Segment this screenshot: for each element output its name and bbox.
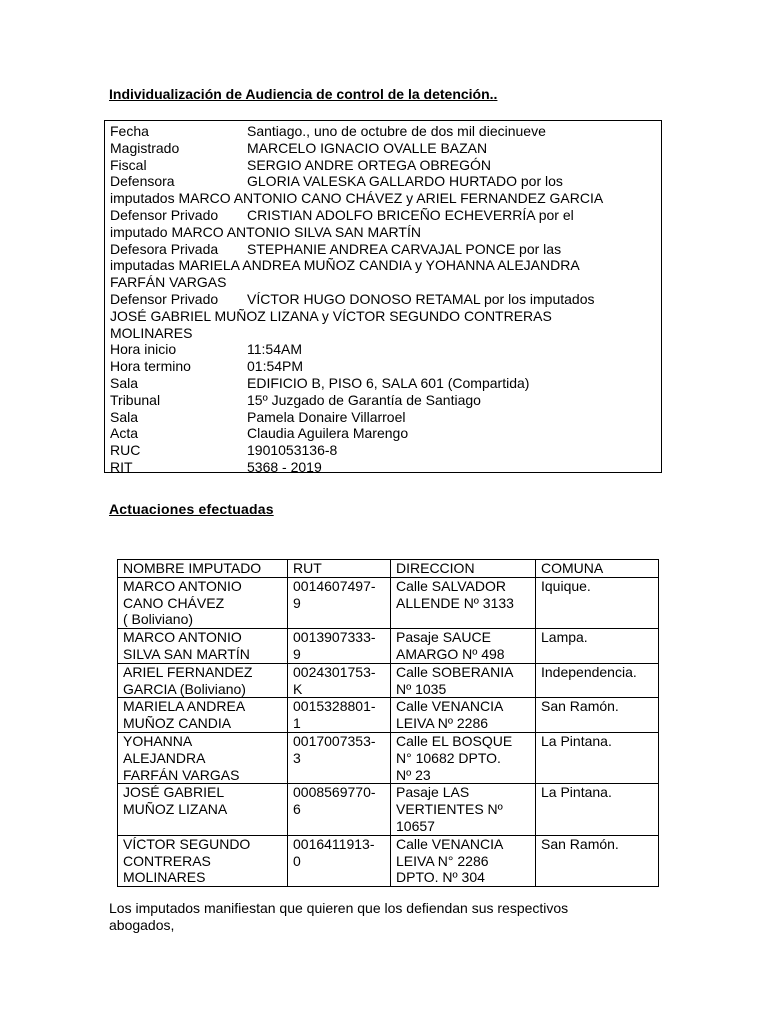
- section-title: Actuaciones efectuadas: [109, 501, 274, 517]
- cell-rut: 0016411913- 0: [288, 835, 391, 886]
- fecha-value: Santiago., uno de octubre de dos mil diecinueve: [247, 123, 546, 139]
- table-row: [118, 577, 659, 628]
- fiscal-row: [110, 157, 657, 174]
- defesora-privada-label: Defesora Privada: [110, 240, 219, 257]
- defesora-privada-row: [110, 241, 657, 258]
- defensor-privado2-label: Defensor Privado: [110, 290, 219, 307]
- sala-value: EDIFICIO B, PISO 6, SALA 601 (Compartida): [247, 374, 530, 391]
- magistrado-value: MARCELO IGNACIO OVALLE BAZAN: [247, 139, 488, 156]
- cell-nombre: MARCO ANTONIO SILVA SAN MARTÍN: [118, 629, 288, 664]
- table-row: [118, 663, 659, 698]
- acta-row: [110, 425, 657, 442]
- cell-direccion: Calle SALVADOR ALLENDE Nº 3133: [391, 577, 536, 628]
- hora-termino-value: 01:54PM: [247, 358, 304, 375]
- hora-inicio-value: 11:54AM: [247, 341, 302, 358]
- magistrado-label: Magistrado: [110, 139, 180, 156]
- cell-nombre: ARIEL FERNANDEZ GARCIA (Boliviano): [118, 663, 288, 698]
- fecha-row: [110, 123, 657, 140]
- fiscal-label: Fiscal: [110, 156, 147, 173]
- defensor-privado2-row-cont2: MOLINARES: [110, 324, 193, 341]
- hora-termino-row: [110, 358, 657, 375]
- defensora-row: [110, 173, 657, 190]
- sala2-value: Pamela Donaire Villarroel: [247, 408, 406, 425]
- cell-direccion: Calle VENANCIA LEIVA N° 2286 DPTO. Nº 304: [391, 835, 536, 886]
- header-comuna: COMUNA: [536, 560, 659, 578]
- header-rut: RUT: [288, 560, 391, 578]
- header-direccion: DIRECCION: [391, 560, 536, 578]
- cell-nombre: MARCO ANTONIO CANO CHÁVEZ ( Boliviano): [118, 577, 288, 628]
- cell-direccion: Calle VENANCIA LEIVA Nº 2286: [391, 698, 536, 733]
- acta-label: Acta: [110, 425, 139, 442]
- fecha-label: Fecha: [110, 123, 149, 139]
- defensora-value-line1: GLORIA VALESKA GALLARDO HURTADO por los: [247, 173, 563, 190]
- cell-nombre: VÍCTOR SEGUNDO CONTRERAS MOLINARES: [118, 835, 288, 886]
- ruc-label: RUC: [110, 442, 141, 459]
- ruc-row: [110, 442, 657, 459]
- table-row: [118, 629, 659, 664]
- cell-rut: 0015328801- 1: [288, 698, 391, 733]
- cell-direccion: Pasaje SAUCE AMARGO Nº 498: [391, 629, 536, 664]
- footer-paragraph: [109, 900, 649, 934]
- table-row: [118, 784, 659, 835]
- footer-line2: abogados,: [109, 917, 175, 933]
- sala-label: Sala: [110, 374, 139, 391]
- cell-direccion: Calle EL BOSQUE N° 10682 DPTO. Nº 23: [391, 732, 536, 783]
- document-title-suffix: .: [493, 86, 498, 102]
- defesora-privada-row-cont2: FARFÁN VARGAS: [110, 274, 227, 291]
- rit-row: [110, 459, 657, 476]
- cell-comuna: La Pintana.: [536, 732, 659, 783]
- cell-rut: 0013907333- 9: [288, 629, 391, 664]
- hora-inicio-label: Hora inicio: [110, 341, 177, 358]
- defensor-privado-value-line1: CRISTIAN ADOLFO BRICEÑO ECHEVERRÍA por el: [247, 206, 574, 223]
- acta-value: Claudia Aguilera Marengo: [247, 425, 409, 442]
- rit-label: RIT: [110, 458, 133, 475]
- hora-termino-label: Hora termino: [110, 358, 191, 375]
- cell-nombre: YOHANNA ALEJANDRA FARFÁN VARGAS: [118, 732, 288, 783]
- defensor-privado2-row-cont1: JOSÉ GABRIEL MUÑOZ LIZANA y VÍCTOR SEGUNDO CONTRERAS: [110, 307, 552, 324]
- hearing-details-box: [104, 120, 662, 473]
- defensor-privado-row-cont: imputado MARCO ANTONIO SILVA SAN MARTÍN: [110, 223, 421, 240]
- table-row: [118, 732, 659, 783]
- defensora-row-cont: imputados MARCO ANTONIO CANO CHÁVEZ y ARIEL FERNANDEZ GARCIA: [110, 190, 604, 207]
- cell-rut: 0024301753- K: [288, 663, 391, 698]
- table-row: [118, 698, 659, 733]
- document-title-text: Individualización de Audiencia de control de la detención.: [109, 86, 494, 102]
- rit-value: 5368 - 2019: [247, 458, 322, 475]
- defensor-privado-row: [110, 207, 657, 224]
- tribunal-value: 15º Juzgado de Garantía de Santiago: [247, 391, 481, 408]
- cell-rut: 0008569770- 6: [288, 784, 391, 835]
- cell-direccion: Calle SOBERANIA Nº 1035: [391, 663, 536, 698]
- cell-nombre: MARIELA ANDREA MUÑOZ CANDIA: [118, 698, 288, 733]
- tribunal-row: [110, 392, 657, 409]
- cell-rut: 0017007353- 3: [288, 732, 391, 783]
- defesora-privada-row-cont1: imputadas MARIELA ANDREA MUÑOZ CANDIA y YOHANNA ALEJANDRA: [110, 257, 580, 274]
- cell-direccion: Pasaje LAS VERTIENTES Nº 10657: [391, 784, 536, 835]
- cell-comuna: La Pintana.: [536, 784, 659, 835]
- cell-comuna: Lampa.: [536, 629, 659, 664]
- defensora-label: Defensora: [110, 173, 175, 190]
- sala-row: [110, 375, 657, 392]
- document-title: [109, 86, 497, 102]
- defensor-privado-label: Defensor Privado: [110, 206, 219, 223]
- ruc-value: 1901053136-8: [247, 442, 338, 459]
- cell-comuna: Independencia.: [536, 663, 659, 698]
- footer-line1: Los imputados manifiestan que quieren que los defiendan sus respectivos: [109, 900, 569, 916]
- magistrado-row: [110, 140, 657, 157]
- defensor-privado2-row: [110, 291, 657, 308]
- defensor-privado2-value-line1: VÍCTOR HUGO DONOSO RETAMAL por los imputados: [247, 290, 595, 307]
- hora-inicio-row: [110, 341, 657, 358]
- imputados-table: [117, 559, 659, 887]
- table-header-row: [118, 560, 659, 578]
- sala2-row: [110, 409, 657, 426]
- cell-comuna: Iquique.: [536, 577, 659, 628]
- cell-rut: 0014607497- 9: [288, 577, 391, 628]
- cell-nombre: JOSÉ GABRIEL MUÑOZ LIZANA: [118, 784, 288, 835]
- imputados-table-body: [118, 560, 659, 887]
- table-row: [118, 835, 659, 886]
- header-nombre: NOMBRE IMPUTADO: [118, 560, 288, 578]
- cell-comuna: San Ramón.: [536, 698, 659, 733]
- cell-comuna: San Ramón.: [536, 835, 659, 886]
- tribunal-label: Tribunal: [110, 391, 161, 408]
- sala2-label: Sala: [110, 408, 139, 425]
- defesora-privada-value-line1: STEPHANIE ANDREA CARVAJAL PONCE por las: [247, 240, 562, 257]
- fiscal-value: SERGIO ANDRE ORTEGA OBREGÓN: [247, 156, 492, 173]
